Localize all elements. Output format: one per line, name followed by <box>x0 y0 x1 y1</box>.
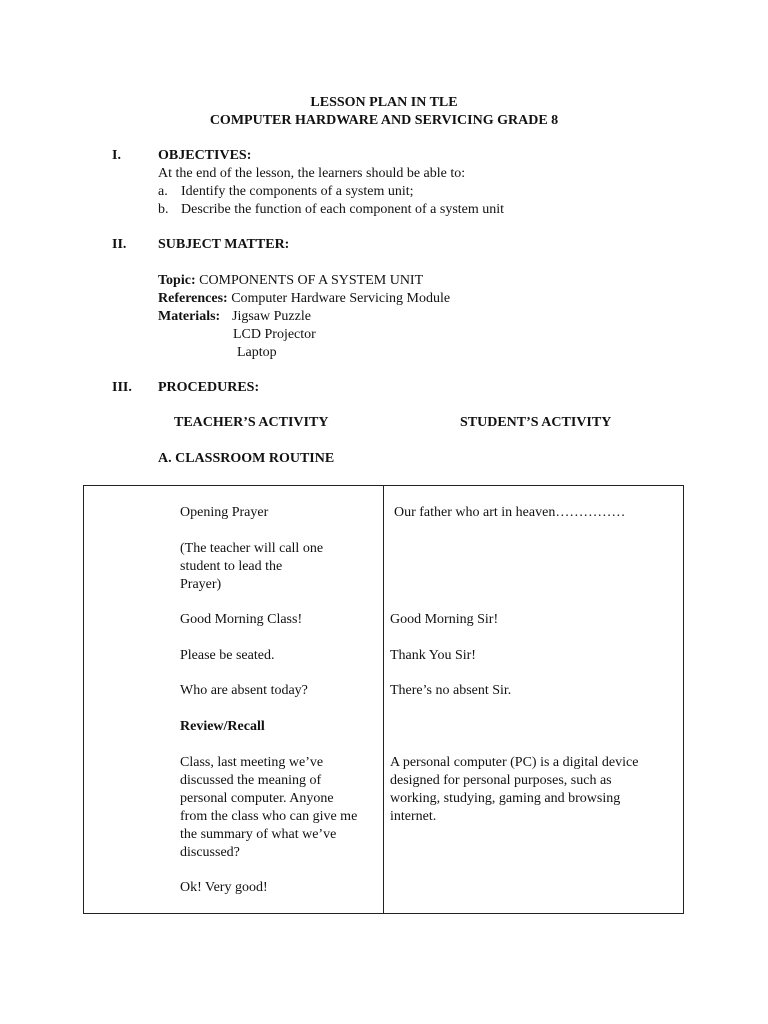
section-numeral-subject-matter: II. <box>112 237 127 252</box>
teacher-be-seated: Please be seated. <box>180 648 275 663</box>
procedures-heading: PROCEDURES: <box>158 380 260 395</box>
review-recall-heading: Review/Recall <box>180 719 265 734</box>
student-activity-header: STUDENT’S ACTIVITY <box>460 415 612 430</box>
topic-label: Topic: <box>158 273 196 288</box>
teacher-review-question <box>180 754 357 862</box>
teacher-opening-prayer: Opening Prayer <box>180 505 269 520</box>
material-item: LCD Projector <box>233 327 316 342</box>
teacher-good-morning: Good Morning Class! <box>180 612 303 627</box>
objective-marker-b: b. <box>158 202 169 217</box>
text-line: Prayer) <box>180 577 222 592</box>
text-line: (The teacher will call one <box>180 541 324 556</box>
text-line: Class, last meeting we’ve <box>180 755 324 770</box>
student-good-morning: Good Morning Sir! <box>390 612 499 627</box>
objectives-intro: At the end of the lesson, the learners should be able to: <box>158 166 466 181</box>
table-column-divider <box>383 485 384 914</box>
section-numeral-procedures: III. <box>112 380 132 395</box>
references-line <box>158 290 450 308</box>
text-line: designed for personal purposes, such as <box>390 773 612 788</box>
student-thank-you: Thank You Sir! <box>390 648 476 663</box>
teacher-who-absent: Who are absent today? <box>180 683 308 698</box>
text-line: working, studying, gaming and browsing <box>390 791 621 806</box>
text-line: the summary of what we’ve <box>180 827 337 842</box>
text-line: student to lead the <box>180 559 283 574</box>
text-line: personal computer. Anyone <box>180 791 334 806</box>
document-subtitle: COMPUTER HARDWARE AND SERVICING GRADE 8 <box>209 113 559 128</box>
topic-line <box>158 272 423 290</box>
text-line: discussed? <box>180 845 240 860</box>
teacher-activity-header: TEACHER’S ACTIVITY <box>174 415 329 430</box>
student-no-absent: There’s no absent Sir. <box>390 683 512 698</box>
student-pc-definition <box>390 754 638 826</box>
objective-marker-a: a. <box>158 184 168 199</box>
teacher-very-good: Ok! Very good! <box>180 880 268 895</box>
section-numeral-objectives: I. <box>112 148 121 163</box>
objectives-heading: OBJECTIVES: <box>158 148 252 163</box>
student-prayer: Our father who art in heaven…………… <box>394 505 626 520</box>
material-item: Jigsaw Puzzle <box>232 309 311 324</box>
objective-item-a: Identify the components of a system unit; <box>181 184 414 199</box>
objective-item-b: Describe the function of each component of a system unit <box>181 202 505 217</box>
subject-matter-heading: SUBJECT MATTER: <box>158 237 290 252</box>
text-line: A personal computer (PC) is a digital device <box>390 755 639 770</box>
topic-value: COMPONENTS OF A SYSTEM UNIT <box>199 273 424 288</box>
text-line: discussed the meaning of <box>180 773 322 788</box>
text-line: from the class who can give me <box>180 809 358 824</box>
text-line: internet. <box>390 809 437 824</box>
teacher-call-student <box>180 540 323 594</box>
classroom-routine-heading: A. CLASSROOM ROUTINE <box>158 451 335 466</box>
references-label: References: <box>158 291 228 306</box>
document-title: LESSON PLAN IN TLE <box>310 95 458 110</box>
materials-label: Materials: <box>158 309 221 324</box>
references-value: Computer Hardware Servicing Module <box>231 291 451 306</box>
material-item: Laptop <box>237 345 277 360</box>
